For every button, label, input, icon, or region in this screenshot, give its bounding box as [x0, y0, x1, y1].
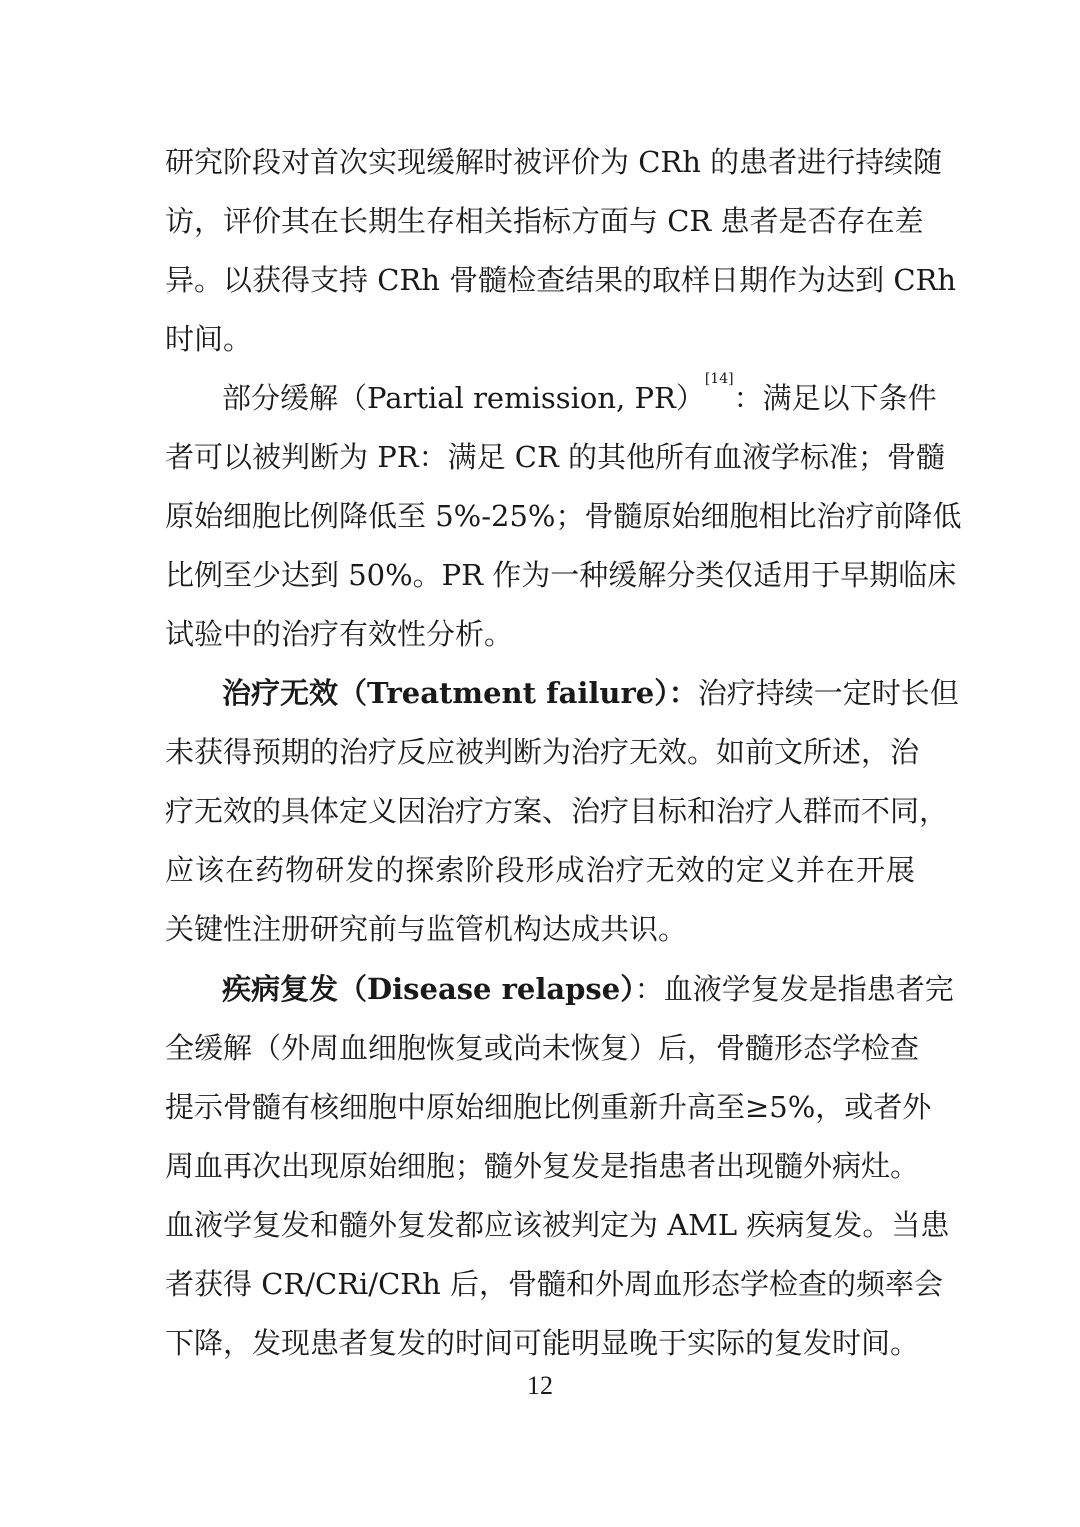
pr-definition-start: ：满足以下条件: [733, 381, 937, 415]
paragraph-2-line-5: 试验中的治疗有效性分析。: [165, 617, 514, 651]
paragraph-3-line-2: 未获得预期的治疗反应被判断为治疗无效。如前文所述，治: [165, 735, 920, 769]
paragraph-4-line-5: 血液学复发和髓外复发都应该被判定为 AML 疾病复发。当患: [165, 1208, 950, 1242]
paragraph-2-line-3: 原始细胞比例降低至 5%-25%；骨髓原始细胞相比治疗前降低: [165, 499, 962, 533]
treatment-failure-term: 治疗无效（Treatment failure）：: [222, 676, 698, 710]
paragraph-2-line-4: 比例至少达到 50%。PR 作为一种缓解分类仅适用于早期临床: [165, 558, 957, 592]
paragraph-4-line-2: 全缓解（外周血细胞恢复或尚未恢复）后，骨髓形态学检查: [165, 1031, 920, 1065]
disease-relapse-term: 疾病复发（Disease relapse）: [222, 972, 635, 1006]
paragraph-4-line-7: 下降，发现患者复发的时间可能明显晚于实际的复发时间。: [165, 1326, 920, 1360]
paragraph-4-line-3: 提示骨髓有核细胞中原始细胞比例重新升高至≥5%，或者外: [165, 1090, 932, 1124]
paragraph-3-line-4: 应该在药物研发的探索阶段形成治疗无效的定义并在开展: [165, 853, 915, 887]
disease-relapse-definition-start: ：血液学复发是指患者完: [634, 972, 954, 1006]
paragraph-1-line-2: 访，评价其在长期生存相关指标方面与 CR 患者是否存在差: [165, 204, 924, 238]
page-number: 12: [527, 1371, 553, 1400]
paragraph-4-line-1: [222, 960, 954, 1018]
paragraph-3-line-3: 疗无效的具体定义因治疗方案、治疗目标和治疗人群而不同，: [165, 794, 949, 828]
paragraph-1-line-1: 研究阶段对首次实现缓解时被评价为 CRh 的患者进行持续随: [165, 145, 943, 179]
paragraph-4-line-6: 者获得 CR/CRi/CRh 后，骨髓和外周血形态学检查的频率会: [165, 1267, 944, 1301]
pr-term: 部分缓解（Partial remission, PR）: [222, 381, 705, 415]
paragraph-3-line-1: [222, 664, 959, 722]
paragraph-1-line-3: 异。以获得支持 CRh 骨髓检查结果的取样日期作为达到 CRh: [165, 263, 957, 297]
paragraph-4-line-4: 周血再次出现原始细胞；髓外复发是指患者出现髓外病灶。: [165, 1149, 920, 1183]
paragraph-3-line-5: 关键性注册研究前与监管机构达成共识。: [165, 912, 688, 946]
paragraph-2-line-1: [222, 369, 937, 427]
citation-14: [14]: [704, 371, 734, 387]
treatment-failure-definition-start: 治疗持续一定时长但: [697, 676, 959, 710]
paragraph-1-line-4: 时间。: [165, 322, 253, 356]
paragraph-2-line-2: 者可以被判断为 PR：满足 CR 的其他所有血液学标准；骨髓: [165, 440, 946, 474]
